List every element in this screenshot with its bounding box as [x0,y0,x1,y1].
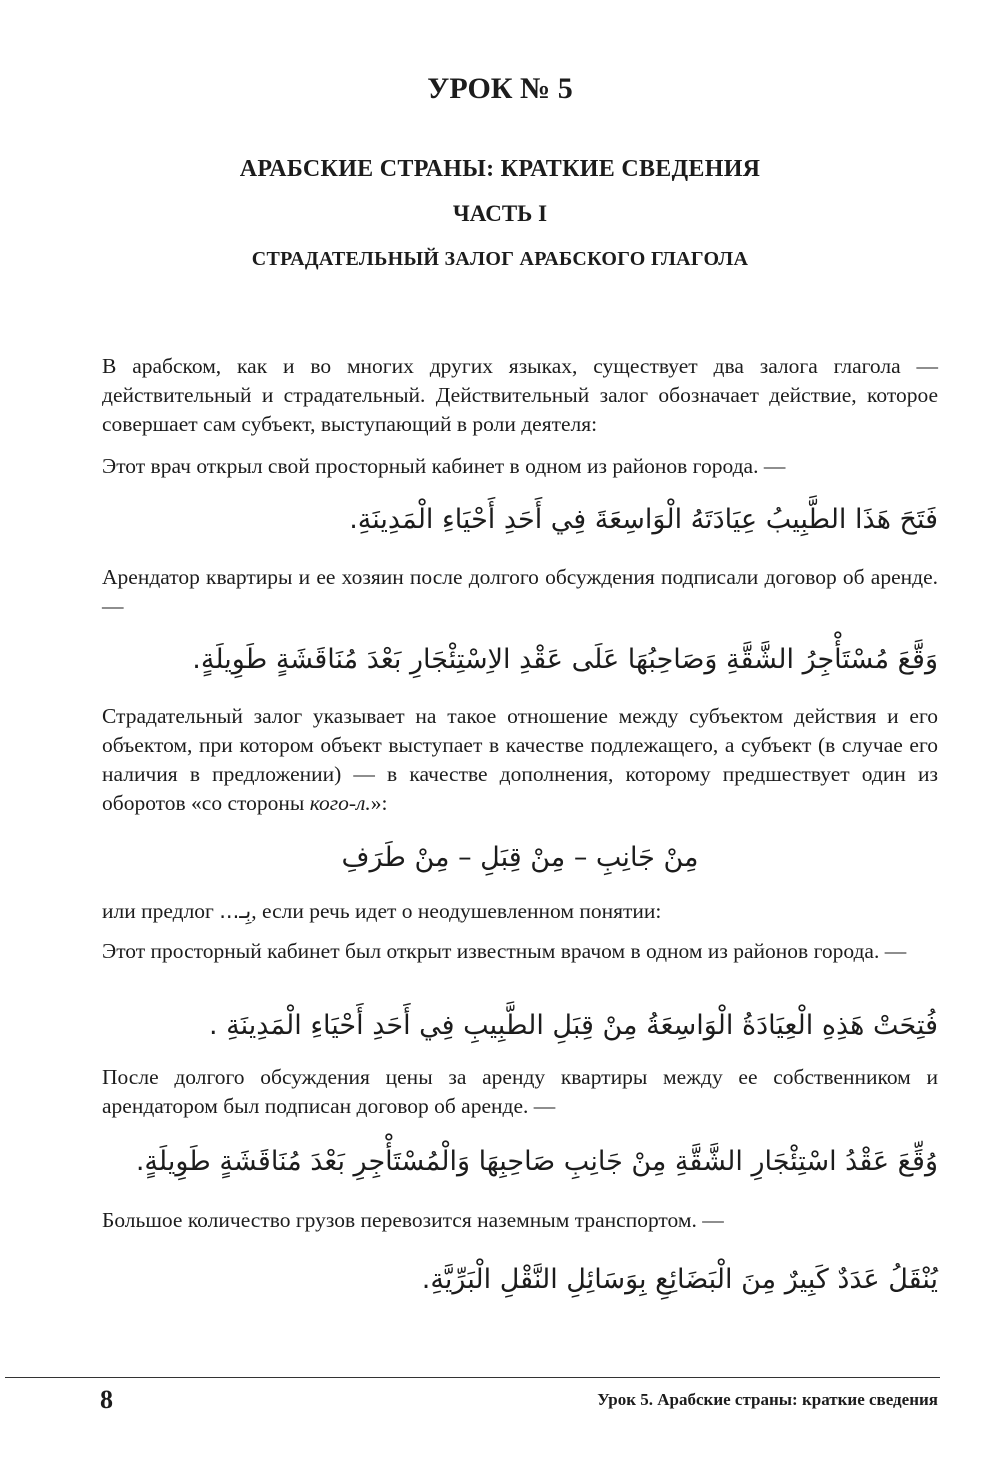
passive-definition-text: Страдательный залог указывает на такое отношение между субъектом действия и его объектом, при котором объект выступает в качестве подлежащего, а субъект (в случае его наличия в предложении) — в качестве дополнения, которому предшествует один из оборотов «со стороны [102,704,938,815]
example-3-arabic: فُتِحَتْ هَذِهِ الْعِيَادَةُ الْوَاسِعَةُ مِنْ قِبَلِ الطَّبِيبِ فِي أَحَدِ أَحْيَاءِ الْمَدِينَةِ . [208,1010,938,1041]
preposition-note-after: , если речь идет о неодушевленном понятии: [251,899,662,923]
lesson-title: АРАБСКИЕ СТРАНЫ: КРАТКИЕ СВЕДЕНИЯ [239,156,761,182]
section-subtitle: СТРАДАТЕЛЬНЫЙ ЗАЛОГ АРАБСКОГО ГЛАГОЛА [251,248,749,270]
example-5-arabic: يُنْقَلُ عَدَدٌ كَبِيرٌ مِنَ الْبَضَائِعِ بِوَسَائِلِ النَّقْلِ الْبَرِّيَّةِ. [421,1264,938,1295]
preposition-note [102,897,938,926]
lesson-heading: УРОК № 5 [427,72,573,105]
footer-divider [5,1377,940,1378]
phrases-arabic: مِنْ جَانِبِ – مِنْ قِبَلِ – مِنْ طَرَفِ [341,842,699,873]
example-5-russian: Большое количество грузов перевозится наземным транспортом. — [102,1208,724,1232]
passive-definition-paragraph [102,702,938,818]
example-3-russian: Этот просторный кабинет был открыт известным врачом в одном из районов города. — [102,939,907,963]
example-4-russian: После долгого обсуждения цены за аренду квартиры между ее собственником и арендатором был подписан договор об аренде. — [102,1065,938,1118]
intro-paragraph: В арабском, как и во многих других языках, существует два залога глагола — действительный и страдательный. Действительный залог обозначает действие, которое совершает сам субъект, выступающий в роли деятеля: [102,354,938,436]
part-heading: ЧАСТЬ I [452,201,548,226]
preposition-note-before: или предлог [102,899,214,923]
example-2-arabic: وَقَّعَ مُسْتَأْجِرُ الشَّقَّةِ وَصَاحِبُهَا عَلَى عَقْدِ الاِسْتِئْجَارِ بَعْدَ مُنَاقَشَةٍ طَوِيلَةٍ. [192,644,938,675]
passive-definition-end: »: [370,791,388,815]
example-2-russian: Арендатор квартиры и ее хозяин после долгого обсуждения подписали договор об аренде. — [102,565,938,618]
page-number: 8 [100,1385,113,1414]
preposition-arabic: بِـ... [219,899,252,923]
example-1-russian: Этот врач открыл свой просторный кабинет в одном из районов города. — [102,454,786,478]
running-title: Урок 5. Арабские страны: краткие сведения [597,1390,938,1409]
example-4-arabic: وُقِّعَ عَقْدُ اسْتِئْجَارِ الشَّقَّةِ مِنْ جَانِبِ صَاحِبِهَا وَالْمُسْتَأْجِرِ بَعْدَ مُنَاقَشَةٍ طَوِيلَةٍ. [135,1146,938,1177]
example-1-arabic: فَتَحَ هَذَا الطَّبِيبُ عِيَادَتَهُ الْوَاسِعَةَ فِي أَحَدِ أَحْيَاءِ الْمَدِينَةِ. [349,504,938,535]
passive-definition-italic: кого-л. [309,791,371,815]
